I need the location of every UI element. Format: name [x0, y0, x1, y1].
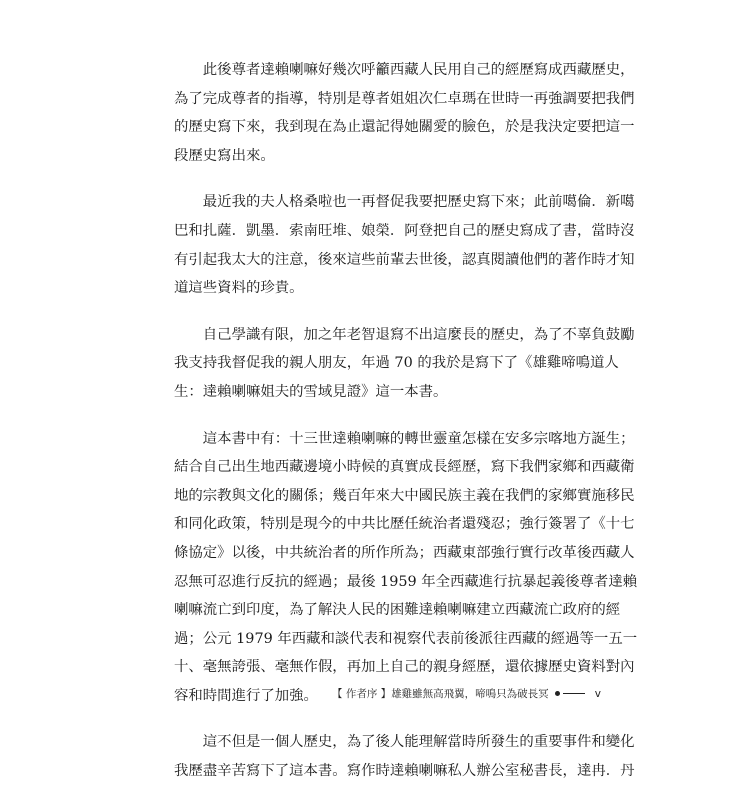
page-number: v [594, 687, 601, 700]
text-line: 喇嘛流亡到印度，為了解決人民的困難達賴喇嘛建立西藏流亡政府的經 [174, 602, 621, 619]
text-line: 和同化政策，特別是現今的中共比歷任統治者還殘忍；強行簽署了《十七 [174, 516, 635, 533]
text-line: 此後尊者達賴喇嘛好幾次呼籲西藏人民用自己的經歷寫成西藏歷史， [174, 62, 635, 78]
text-line: 道這些資料的珍貴。 [174, 280, 304, 297]
text-line: 的歷史寫下來，我到現在為止還記得她關愛的臉色，於是我決定要把這一 [174, 119, 635, 136]
text-line: 我歷盡辛苦寫下了這本書。寫作時達賴喇嘛私人辦公室秘書長，達冉．丹 [174, 763, 635, 780]
text-line: 巴和扎薩．凱墨．索南旺堆、娘榮．阿登把自己的歷史寫成了書，當時沒 [174, 222, 635, 239]
text-line: 十、毫無誇張、毫無作假，再加上自己的親身經歷，還依據歷史資料對內 [174, 659, 635, 676]
text-line: 段歷史寫出來。 [174, 147, 275, 164]
text-line: 這本書中有：十三世達賴喇嘛的轉世靈童怎樣在安多宗喀地方誕生； [174, 430, 635, 447]
footer-section-label: 【 作者序 】 [332, 688, 392, 700]
text-line: 結合自己出生地西藏邊境小時候的真實成長經歷，寫下我們家鄉和西藏衛 [174, 459, 635, 476]
paragraph [174, 321, 635, 407]
footer-rule [563, 693, 585, 694]
paragraph [174, 188, 635, 302]
paragraph [174, 728, 635, 785]
text-line: 這不但是一個人歷史，為了後人能理解當時所發生的重要事件和變化 [174, 734, 635, 751]
text-line: 忍無可忍進行反抗的經過；最後 1959 年全西藏進行抗暴起義後尊者達賴 [174, 573, 638, 590]
text-line: 最近我的夫人格桑啦也一再督促我要把歷史寫下來；此前噶倫．新噶 [174, 194, 635, 211]
text-line: 生：達賴喇嘛姐夫的雪域見證》這一本書。 [174, 383, 448, 400]
paragraph [174, 425, 638, 711]
text-line: 過；公元 1979 年西藏和談代表和視察代表前後派往西藏的經過等一五一 [174, 630, 638, 647]
text-line: 為了完成尊者的指導，特別是尊者姐姐次仁卓瑪在世時一再強調要把我們 [174, 90, 635, 107]
text-line: 容和時間進行了加強。 [174, 687, 318, 704]
paragraph [174, 56, 635, 170]
text-line: 有引起我太大的注意，後來這些前輩去世後，認真閱讀他們的著作時才知 [174, 251, 635, 268]
text-line: 自己學識有限，加之年老智退寫不出這麼長的歷史，為了不辜負鼓勵 [174, 326, 635, 343]
text-line: 地的宗教與文化的關係；幾百年來大中國民族主義在我們的家鄉實施移民 [174, 487, 635, 504]
bullet-icon [555, 691, 560, 696]
running-footer [332, 686, 601, 701]
text-line: 我支持我督促我的親人朋友，年過 70 的我於是寫下了《雄雞啼鳴道人 [174, 355, 619, 372]
text-line: 條協定》以後，中共統治者的所作所為；西藏東部強行實行改革後西藏人 [174, 544, 635, 561]
footer-chapter-title: 雄雞雖無高飛翼，啼鳴只為破長冥 [391, 688, 549, 700]
